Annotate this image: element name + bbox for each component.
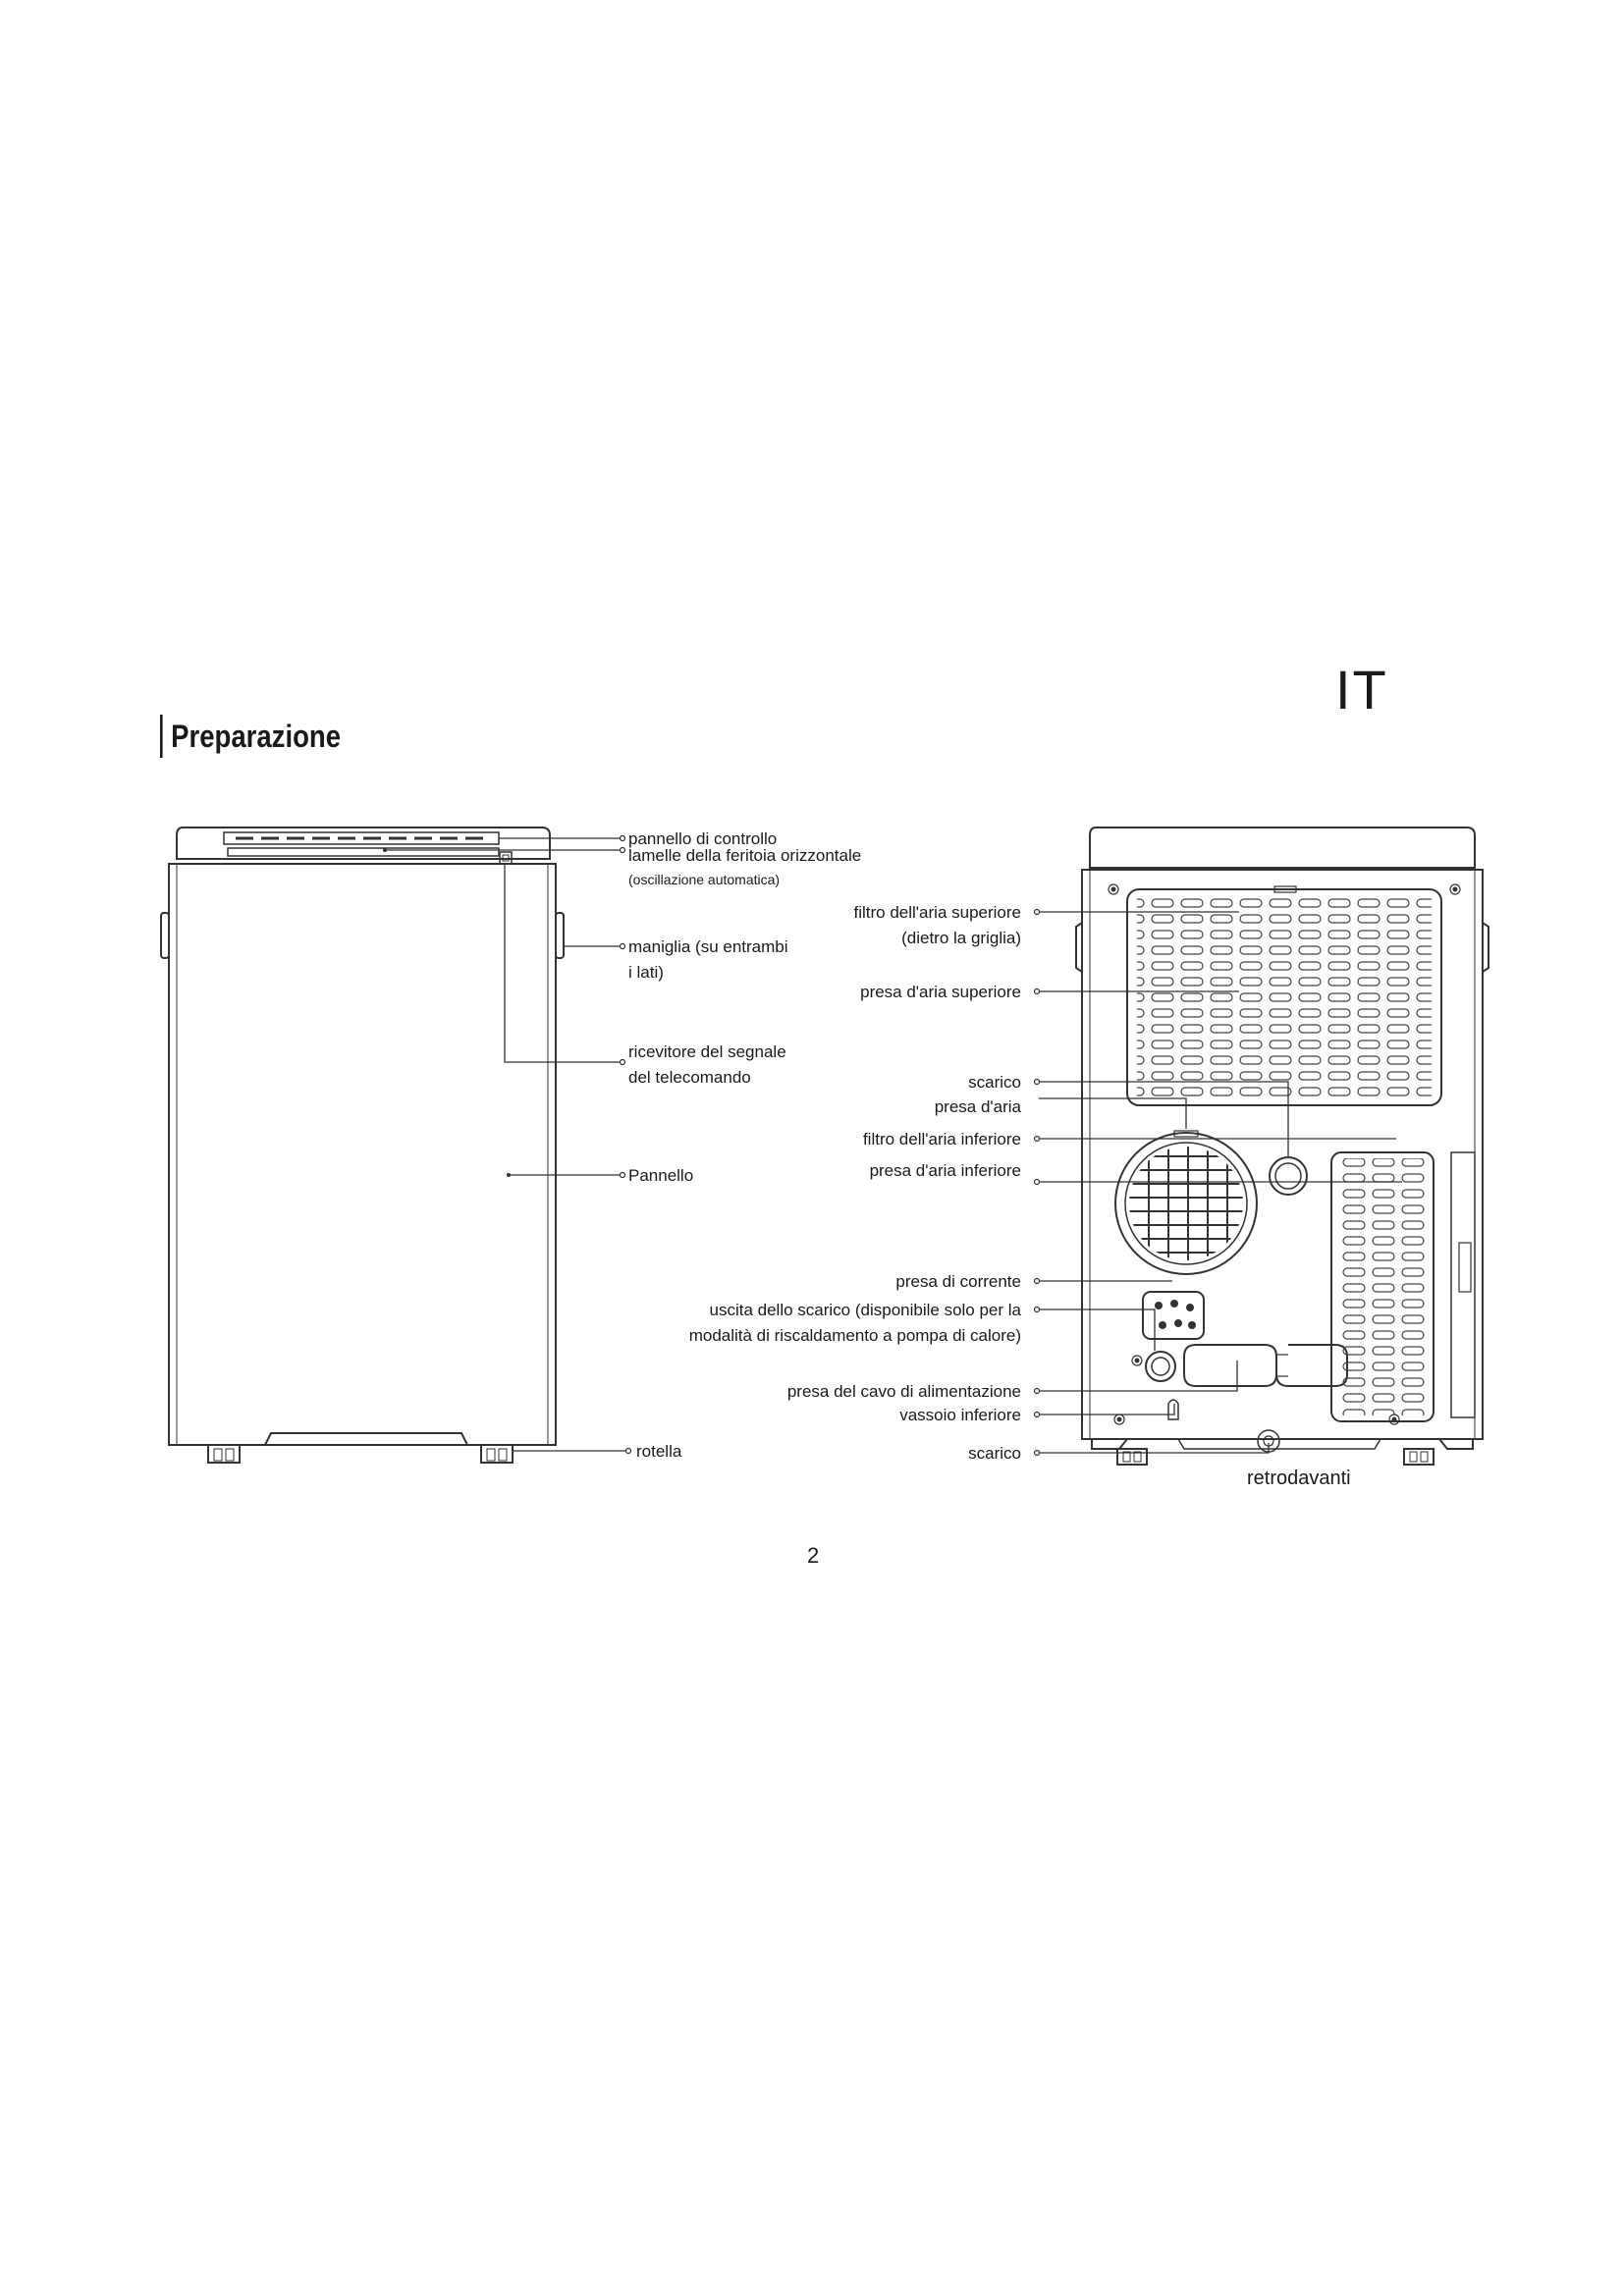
label-drain-top: scarico: [968, 1073, 1021, 1092]
back-caster-left: [1117, 1449, 1147, 1465]
label-louvers-note: (oscillazione automatica): [628, 872, 781, 887]
label-air-intake: presa d'aria: [934, 1097, 1021, 1116]
cord-holder-left: [1184, 1345, 1276, 1386]
back-base: [1082, 1439, 1483, 1449]
cord-holder-right: [1276, 1345, 1347, 1386]
caster-left: [208, 1445, 240, 1463]
page-number: 2: [807, 1543, 820, 1568]
label-upper-intake: presa d'aria superiore: [860, 983, 1021, 1001]
label-power-cord-socket: presa del cavo di alimentazione: [786, 1382, 1021, 1401]
diagram-caption: retrodavanti: [1247, 1468, 1351, 1489]
label-drain-outlet-line2: modalità di riscaldamento a pompa di calore): [688, 1326, 1021, 1345]
label-drain-bottom: scarico: [968, 1444, 1021, 1463]
front-leaders: [385, 838, 626, 1451]
label-drain-outlet-line1: uscita dello scarico (disponibile solo per la: [709, 1301, 1021, 1319]
caster-right: [481, 1445, 513, 1463]
label-louvers: lamelle della feritoia orizzontale: [628, 846, 862, 865]
label-control-panel: pannello di controllo: [628, 829, 778, 848]
back-caster-right: [1404, 1449, 1434, 1465]
label-upper-filter-line2: (dietro la griglia): [901, 929, 1021, 947]
label-lower-intake: presa d'aria inferiore: [869, 1161, 1021, 1180]
front-body: [169, 864, 556, 1445]
label-receiver-line2: del telecomando: [628, 1068, 751, 1087]
handle-right: [556, 913, 564, 958]
label-handle-line2: i lati): [628, 963, 664, 982]
label-bottom-tray: vassoio inferiore: [899, 1406, 1021, 1424]
round-filter-grid: [1129, 1147, 1243, 1260]
label-receiver-line1: ricevitore del segnale: [628, 1042, 786, 1061]
back-top-lid: [1090, 828, 1475, 868]
label-power-socket: presa di corrente: [895, 1272, 1021, 1291]
front-unit: [161, 828, 564, 1463]
label-lower-filter: filtro dell'aria inferiore: [862, 1130, 1021, 1148]
label-panel: Pannello: [628, 1166, 694, 1185]
label-caster: rotella: [636, 1442, 682, 1461]
power-socket: [1143, 1292, 1204, 1339]
section-title: Preparazione: [160, 715, 341, 758]
front-base: [169, 1433, 556, 1445]
label-handle-line1: maniglia (su entrambi: [628, 937, 788, 956]
louver-strip: [228, 848, 499, 856]
handle-left: [161, 913, 169, 958]
label-upper-filter-line1: filtro dell'aria superiore: [853, 903, 1021, 922]
language-code: IT: [1335, 659, 1388, 721]
